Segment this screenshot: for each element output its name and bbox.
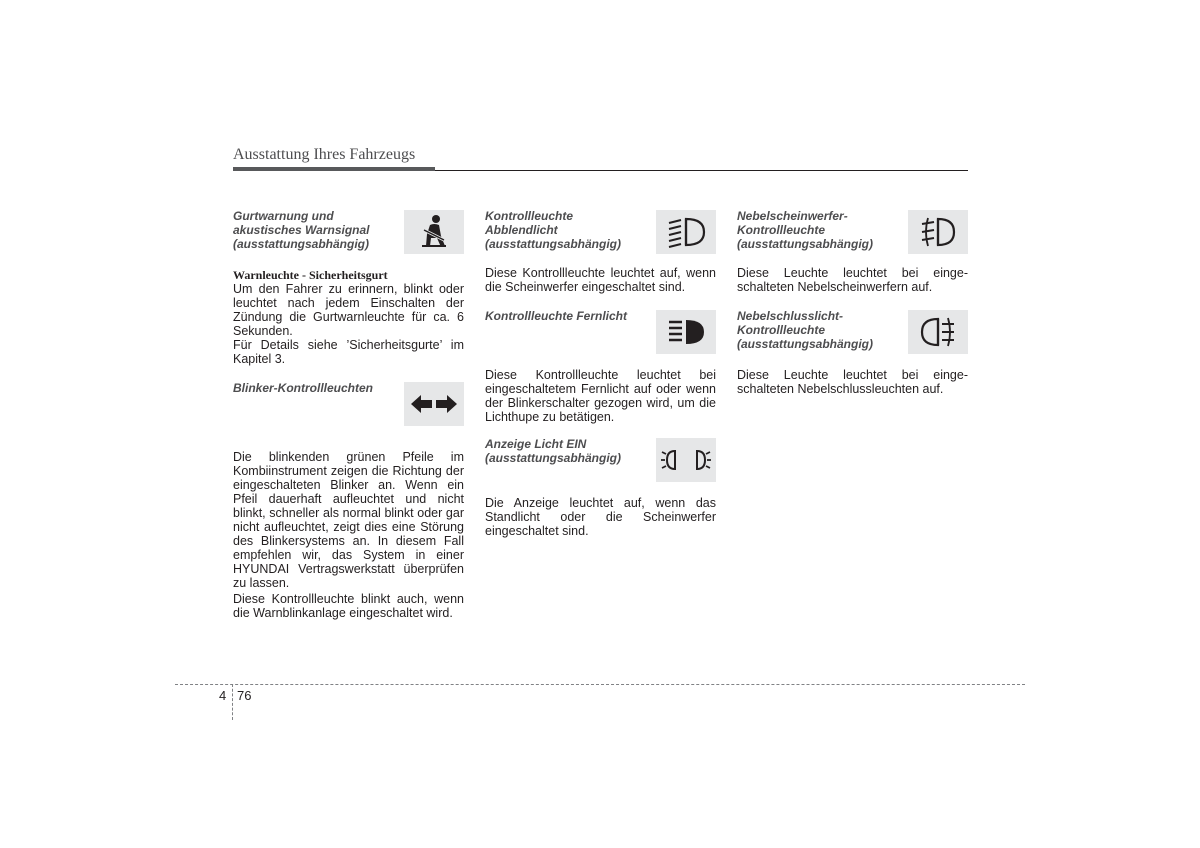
low-beam-section bbox=[485, 208, 716, 294]
middle-column bbox=[485, 208, 716, 538]
footer-divider bbox=[232, 684, 233, 720]
turn-signal-section bbox=[233, 380, 464, 620]
rear-fog-section bbox=[737, 308, 968, 396]
section-heading: Gurtwarnung und akustisches Warnsignal (ausstattungsabhängig) bbox=[233, 209, 370, 251]
high-beam-icon bbox=[656, 310, 716, 354]
left-column bbox=[233, 208, 464, 620]
hazard-paragraph: Diese Kontrollleuchte blinkt auch, wenn die Warnblinkanlage eingeschaltet wird. bbox=[233, 592, 464, 620]
section-heading: Anzeige Licht EIN (ausstattungsabhängig) bbox=[485, 437, 622, 465]
seatbelt-reference-paragraph: Für Details siehe ’Sicherheitsgurte’ im Kapitel 3. bbox=[233, 338, 464, 366]
section-heading: Kontrollleuchte Abblendlicht (ausstattungsabhängig) bbox=[485, 209, 622, 251]
low-beam-icon bbox=[656, 210, 716, 254]
front-fog-paragraph: Diese Leuchte leuchtet bei einge-schalteten Nebelscheinwerfern auf. bbox=[737, 266, 968, 294]
page-number: 76 bbox=[237, 688, 252, 703]
section-heading: Kontrollleuchte Fernlicht bbox=[485, 309, 628, 323]
turn-signal-paragraph: Die blinkenden grünen Pfeile im Kombiinstrument zeigen die Richtung der eingeschalteten Blinker an. Wenn ein Pfeil dauerhaft aufleuchtet und nicht blinkt, schneller als normal blinkt oder gar nicht aufleuchtet, zeigt dies eine Störung des Blinkersystems an. In diesem Fall empfehlen wir, das System in einer HYUNDAI Vertragswerkstatt überprüfen zu lassen. bbox=[233, 450, 464, 590]
high-beam-section bbox=[485, 308, 716, 424]
chapter-number: 4 bbox=[219, 688, 227, 703]
light-on-paragraph: Die Anzeige leuchtet auf, wenn das Standlicht oder die Scheinwerfer eingeschaltet sind. bbox=[485, 496, 716, 538]
section-heading: Blinker-Kontrollleuchten bbox=[233, 381, 374, 395]
section-heading: Nebelscheinwerfer-Kontrollleuchte (ausstattungsabhängig) bbox=[737, 209, 874, 251]
seatbelt-warning-section bbox=[233, 208, 464, 366]
position-light-icon bbox=[656, 438, 716, 482]
section-heading: Nebelschlusslicht-Kontrollleuchte (ausstattungsabhängig) bbox=[737, 309, 874, 351]
rear-fog-light-icon bbox=[908, 310, 968, 354]
rear-fog-paragraph: Diese Leuchte leuchtet bei einge-schalteten Nebelschlussleuchten auf. bbox=[737, 368, 968, 396]
page-section-title: Ausstattung Ihres Fahrzeugs bbox=[233, 146, 416, 163]
footer-rule bbox=[175, 684, 1025, 685]
front-fog-light-icon bbox=[908, 210, 968, 254]
warning-light-subheading: Warnleuchte - Sicherheitsgurt bbox=[233, 268, 388, 282]
low-beam-paragraph: Diese Kontrollleuchte leuchtet auf, wenn die Scheinwerfer eingeschaltet sind. bbox=[485, 266, 716, 294]
header-rule-accent bbox=[233, 167, 435, 171]
right-column bbox=[737, 208, 968, 396]
light-on-section bbox=[485, 436, 716, 538]
high-beam-paragraph: Diese Kontrollleuchte leuchtet bei eingeschaltetem Fernlicht auf oder wenn der Blinkerschalter gezogen wird, um die Lichthupe zu betätigen. bbox=[485, 368, 716, 424]
turn-signal-arrows-icon bbox=[404, 382, 464, 426]
front-fog-section bbox=[737, 208, 968, 294]
seatbelt-paragraph: Um den Fahrer zu erinnern, blinkt oder leuchtet nach jedem Einschalten der Zündung die Gurtwarnleuchte für ca. 6 Sekunden. bbox=[233, 282, 464, 338]
seatbelt-warning-icon bbox=[404, 210, 464, 254]
